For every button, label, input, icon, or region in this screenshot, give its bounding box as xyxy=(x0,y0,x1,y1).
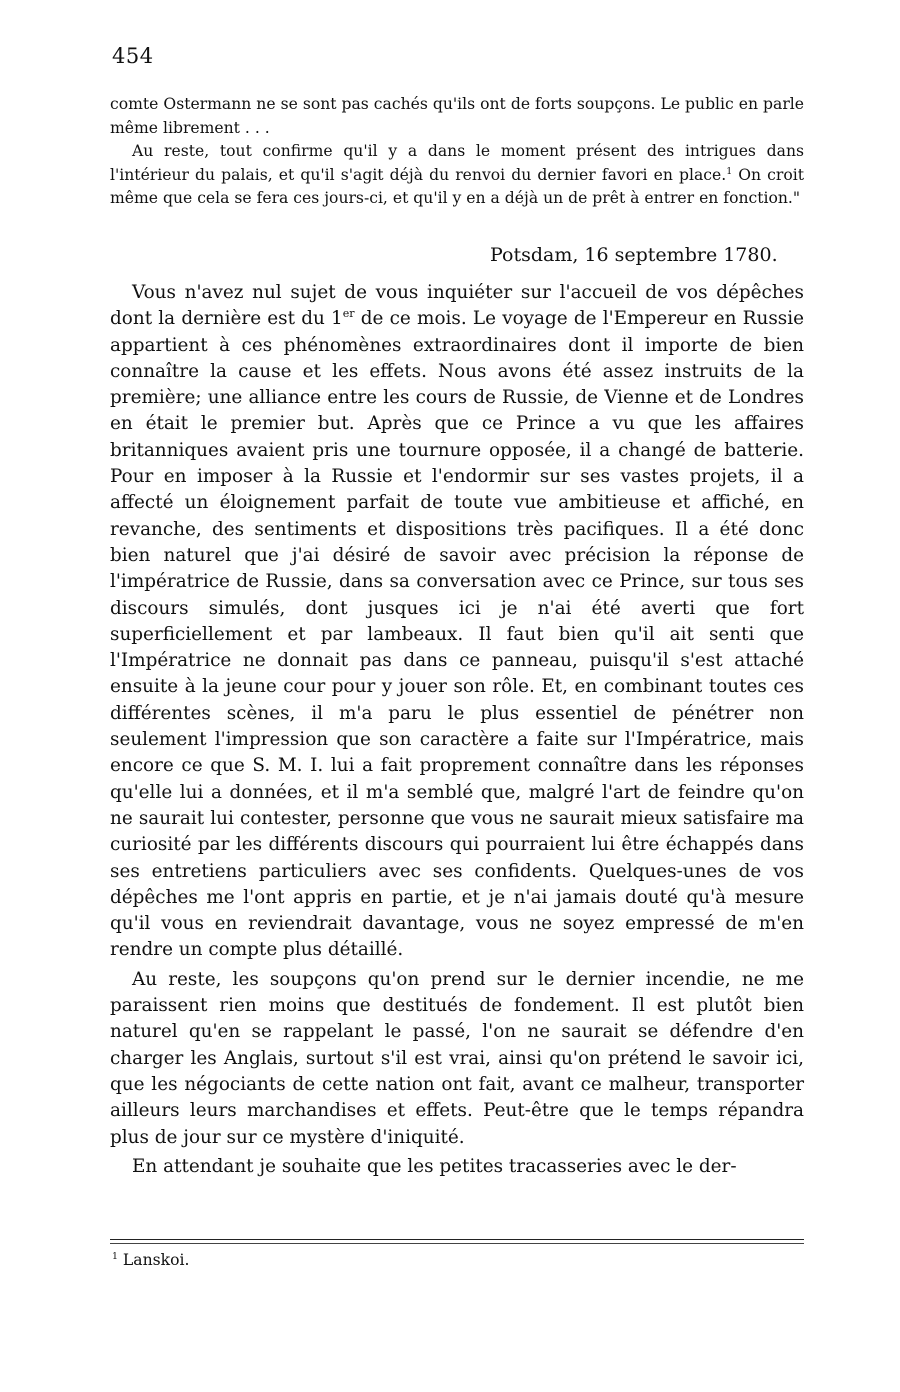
quote-paragraph-1: comte Ostermann ne se sont pas cachés qu'ils ont de forts soupçons. Le public en parle même librement . . . xyxy=(110,95,804,137)
footnote-reference: 1 xyxy=(726,165,733,177)
footnote-marker: 1 xyxy=(112,1250,118,1262)
body-paragraph-1-start: Vous n'avez nul sujet de vous inquiéter sur l'accueil de vos dépêches dont la dernière est du 1 xyxy=(110,282,804,330)
footnote-divider-secondary xyxy=(110,1243,804,1244)
quote-paragraph-2-end: On croit même que cela se fera ces jours-ci, et qu'il y en a déjà un de prêt à entrer en fonction." xyxy=(110,165,805,208)
footnote xyxy=(112,1251,189,1269)
quote-paragraph-2 xyxy=(110,140,804,211)
quote-paragraph-2-start: Au reste, tout confirme qu'il y a dans le moment présent des intrigues dans l'intérieur du palais, et qu'il s'agit déjà du renvoi du dernier favori en place. xyxy=(110,142,804,184)
letter-dateline: Potsdam, 16 septembre 1780. xyxy=(490,244,778,266)
body-paragraph-2: Au reste, les soupçons qu'on prend sur le dernier incendie, ne me paraissent rien moins que destitués de fondement. Il est plutôt bien naturel qu'en se rappelant le passé, l'on ne saurait se défendre d'en charger les Anglais, surtout s'il est vrai, ainsi qu'on prétend le savoir ici, que les négociants de cette nation ont fait, avant ce malheur, transporter ailleurs leurs marchandises et effets. Peut-être que le temps répandra plus de jour sur ce mystère d'iniquité. xyxy=(110,968,804,1148)
body-paragraph-1-rest: de ce mois. Le voyage de l'Empereur en Russie appartient à ces phénomènes extraordinaires dont il importe de bien connaître la cause et les effets. Nous avons été assez instruits de la première; une alliance entre les cours de Russie, de Vienne et de Londres en était le premier but. Après que ce Prince a vu que les affaires britanniques avaient pris une tournure opposée, il a changé de batterie. Pour en imposer à la Russie et l'endormir sur ses vastes projets, il a affecté un éloignement parfait de toute vue ambitieuse et affiché, en revanche, des sentiments et dispositions très pacifiques. Il a été donc bien naturel que j'ai désiré de savoir avec précision la réponse de l'impératrice de Russie, dans sa conversation avec ce Prince, sur tous ses discours simulés, dont jusques ici je n'ai été averti que fort superficiellement et par lambeaux. Il faut bien qu'il ait senti que l'Impératrice ne donnait pas dans ce panneau, puisqu'il s'est attaché ensuite à la jeune cour pour y jouer son rôle. Et, en combinant toutes ces différentes scènes, il m'a paru le plus essentiel de pénétrer non seulement l'impression que son caractère a faite sur l'Impératrice, mais encore ce que S. M. I. lui a fait proprement connaître dans les réponses qu'elle lui a données, et il m'a semblé que, malgré l'art de feindre qu'on ne saurait lui contester, personne que vous ne saurait mieux satisfaire ma curiosité par les différents discours qui pourraient lui être échappés dans ses entretiens particuliers avec ses confidents. Quelques-unes de vos dépêches me l'ont appris en partie, et je n'ai jamais douté qu'à mesure qu'il vous en reviendrait davantage, vous ne soyez empressé de m'en rendre un compte plus détaillé. xyxy=(110,308,804,961)
page-number: 454 xyxy=(112,44,154,68)
body-paragraph-3: En attendant je souhaite que les petites tracasseries avec le der- xyxy=(132,1155,737,1177)
ordinal-superscript: er xyxy=(342,307,355,321)
footnote-divider xyxy=(110,1239,804,1240)
quoted-passage xyxy=(110,93,804,211)
letter-body xyxy=(110,280,804,1180)
footnote-text: Lanskoi. xyxy=(117,1251,190,1269)
body-paragraph-1 xyxy=(110,280,804,964)
